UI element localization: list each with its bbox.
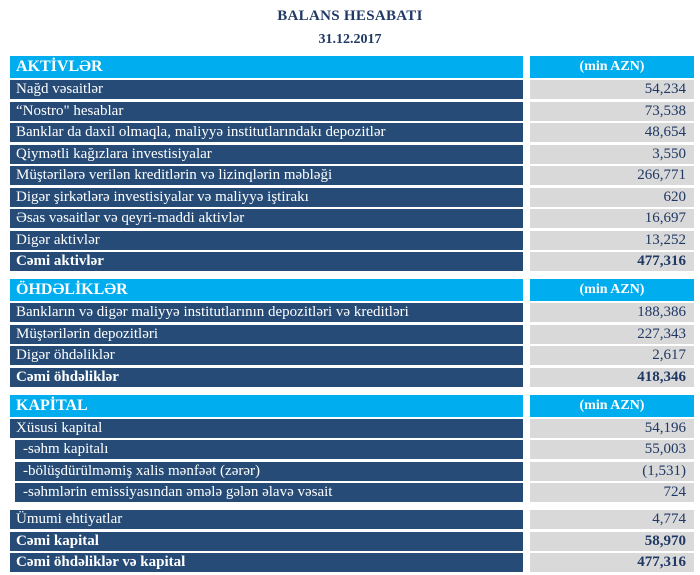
row-label: Digər öhdəliklər [10,346,523,365]
table-row [10,123,694,142]
row-label: Ümumi ehtiyatlar [10,510,523,529]
section-title: ÖHDƏLİKLƏR [10,279,523,301]
row-label: Banklar da daxil olmaqla, maliyyə institutlarındakı depozitlər [10,123,523,142]
row-value: 477,316 [530,553,694,572]
row-value: 58,970 [530,532,694,551]
row-value: 55,003 [530,440,694,459]
row-value: 2,617 [530,346,694,365]
table-row [10,80,694,99]
row-label: Digər şirkətlərə investisiyalar və maliyyə iştirakı [10,188,523,207]
row-label: Cəmi öhdəliklər [10,368,523,387]
row-label: -səhmlərin emissiyasından əmələ gələn əlavə vəsait [15,483,523,502]
table-row [10,325,694,344]
row-value: 3,550 [530,145,694,164]
row-value: 266,771 [530,166,694,185]
section-header [10,279,694,301]
row-label: Əsas vəsaitlər və qeyri-maddi aktivlər [10,209,523,228]
row-value: 724 [530,483,694,502]
row-label: -səhm kapitalı [15,440,523,459]
table-row [10,166,694,185]
row-value: 48,654 [530,123,694,142]
section-title: AKTİVLƏR [10,56,523,78]
table-row [10,510,694,529]
row-label: -bölüşdürülməmiş xalis mənfəət (zərər) [15,462,523,481]
row-label: Xüsusi kapital [10,419,523,438]
table-row [10,419,694,438]
table-row [10,346,694,365]
row-label: Nağd vəsaitlər [10,80,523,99]
table-row [10,231,694,250]
unit-label: (min AZN) [530,279,694,301]
table-row [10,553,694,572]
section-header [10,395,694,417]
report-date: 31.12.2017 [318,32,382,47]
row-value: 188,386 [530,303,694,322]
row-label: Bankların və digər maliyyə institutlarının depozitləri və kreditləri [10,303,523,322]
row-label: Cəmi öhdəliklər və kapital [10,553,523,572]
row-value: 73,538 [530,102,694,121]
table-row [10,252,694,271]
table-row [10,209,694,228]
row-label: Digər aktivlər [10,231,523,250]
report-title: BALANS HESABATI [277,8,423,24]
row-value: 16,697 [530,209,694,228]
table-row [10,462,694,481]
unit-label: (min AZN) [530,56,694,78]
table-row [10,145,694,164]
row-value: 54,196 [530,419,694,438]
row-value: (1,531) [530,462,694,481]
section-2 [10,395,694,573]
table-row [10,532,694,551]
row-label: Cəmi kapital [10,532,523,551]
table-row [10,368,694,387]
row-label: Qiymətli kağızlara investisiyalar [10,145,523,164]
section-title: KAPİTAL [10,395,523,417]
row-value: 13,252 [530,231,694,250]
table-row [10,102,694,121]
section-0 [10,56,694,271]
row-value: 4,774 [530,510,694,529]
table-row [10,188,694,207]
table-row [10,303,694,322]
row-label: “Nostro" hesablar [10,102,523,121]
row-value: 227,343 [530,325,694,344]
balance-table [10,56,694,572]
row-value: 54,234 [530,80,694,99]
row-label: Müştərilərə verilən kreditlərin və lizinqlərin məbləği [10,166,523,185]
table-row [10,483,694,502]
row-value: 620 [530,188,694,207]
unit-label: (min AZN) [530,395,694,417]
row-label: Cəmi aktivlər [10,252,523,271]
table-row [10,440,694,459]
section-1 [10,279,694,387]
section-header [10,56,694,78]
row-value: 418,346 [530,368,694,387]
row-label: Müştərilərin depozitləri [10,325,523,344]
row-value: 477,316 [530,252,694,271]
